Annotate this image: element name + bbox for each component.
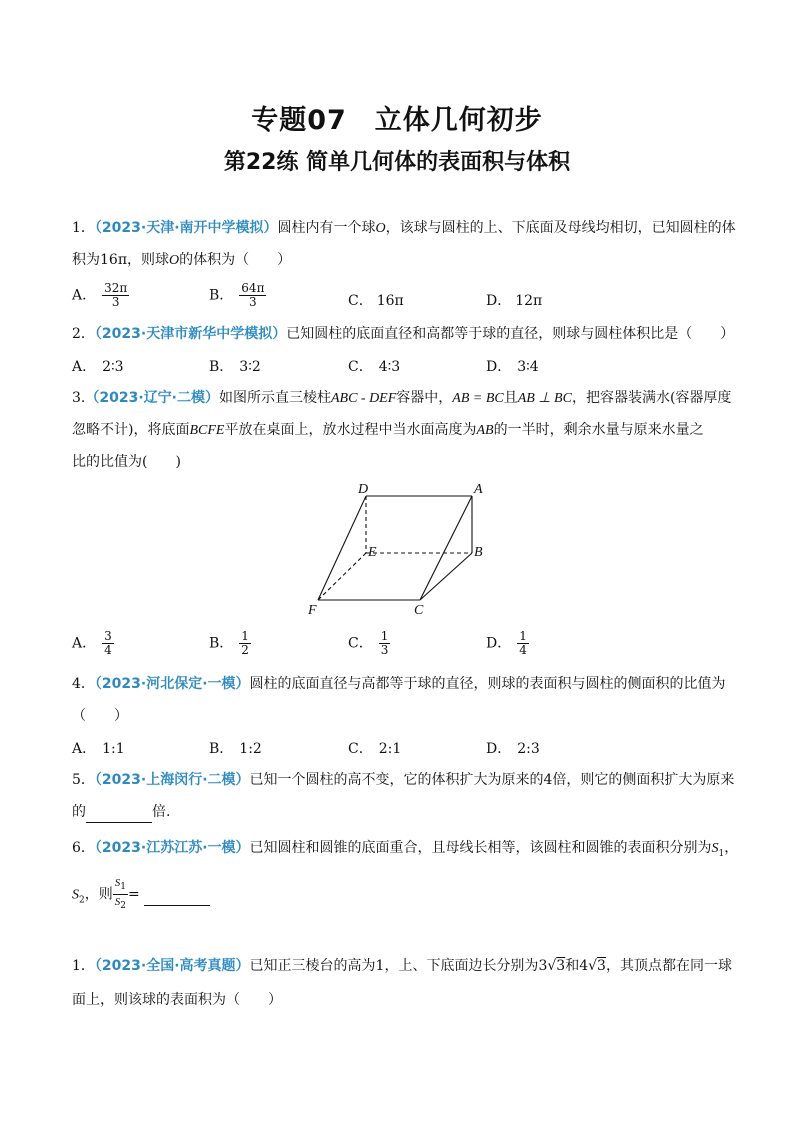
- q3-text-5: 忽略不计)，将底面: [72, 422, 190, 438]
- q1-volume: 16π: [100, 252, 128, 268]
- q4-line1: [72, 674, 726, 694]
- option-label: D．: [486, 741, 512, 757]
- fraction: [102, 282, 129, 309]
- fraction: [239, 282, 266, 309]
- q7-text-3: 面上，则该球的表面积为（ ）: [72, 992, 282, 1008]
- sqrt-symbol: √: [588, 958, 598, 974]
- q4-line2: [72, 706, 128, 726]
- q7-coef-1: 3: [538, 958, 548, 974]
- q6-text: 已知圆柱和圆锥的底面重合，且母线长相等，该圆柱和圆锥的表面积分别为: [249, 840, 712, 856]
- q7-radicand-2: 3: [597, 958, 606, 974]
- option-value: 2:1: [378, 741, 402, 757]
- q6-answer-blank[interactable]: [144, 885, 210, 906]
- q4-paren: （ ）: [72, 708, 128, 724]
- option-label: A．: [72, 741, 97, 757]
- q5-number: 5．: [72, 772, 95, 788]
- q3-option-b: [209, 630, 251, 657]
- q6-text-2: ，则: [84, 886, 113, 903]
- option-label: C．: [348, 293, 373, 309]
- q2-text: 已知圆柱的底面直径和高都等于球的直径，则球与圆柱体积比是（ ）: [286, 326, 735, 342]
- option-label: B．: [209, 741, 234, 757]
- option-value: 1:2: [239, 741, 262, 757]
- denominator: 3: [380, 643, 389, 657]
- edge-df: [318, 496, 366, 600]
- q5-answer-blank[interactable]: [86, 802, 152, 823]
- q1-var-o: O: [375, 221, 386, 236]
- fraction: [102, 630, 114, 657]
- s-symbol: S: [114, 896, 121, 909]
- option-label: D．: [486, 359, 512, 375]
- q1-text-4: ，则球: [127, 252, 170, 268]
- q3-text-8: 比的比值为( ): [72, 454, 181, 470]
- page-title: 专题07 立体几何初步: [251, 105, 543, 136]
- q1-source: （2023·天津·南开中学模拟）: [94, 220, 278, 236]
- denominator: 3: [111, 295, 120, 309]
- q6-s2-sub: 2: [79, 895, 85, 906]
- q6-s2: S: [72, 887, 79, 903]
- page-subtitle: 第22练 简单几何体的表面积与体积: [223, 150, 571, 175]
- q3-text-3: 且: [503, 390, 518, 406]
- q2-source: （2023·天津市新华中学模拟）: [94, 326, 287, 342]
- q3-line2: [72, 420, 704, 441]
- option-value: 12π: [515, 293, 543, 309]
- s-symbol: S: [114, 877, 121, 889]
- label-d: D: [358, 482, 369, 497]
- option-label: D．: [486, 293, 512, 309]
- q5-text: 已知一个圆柱的高不变，它的体积扩大为原来的4倍，则它的侧面积扩大为原来: [249, 772, 735, 788]
- prism-figure: [300, 478, 500, 620]
- q6-equals: =: [127, 886, 140, 903]
- q2-option-d: [486, 356, 539, 376]
- q5-line1: [72, 770, 734, 790]
- edge-ac: [420, 496, 472, 600]
- q7-line2: [72, 990, 282, 1010]
- q3-line3: [72, 452, 181, 472]
- q1-line1: [72, 218, 736, 239]
- q7-line1: [72, 956, 732, 976]
- numerator: 64π: [241, 281, 265, 295]
- option-label: C．: [348, 359, 373, 375]
- q1-text-2: ，该球与圆柱的上、下底面及母线均相切，已知圆柱的体: [385, 220, 736, 236]
- numerator: 32π: [104, 281, 128, 295]
- numerator: 3: [104, 629, 112, 643]
- q3-text-6: 平放在桌面上，放水过程中当水面高度为: [224, 422, 477, 438]
- q3-text-4: ，把容器装满水(容器厚度: [571, 390, 732, 406]
- denominator: 4: [104, 643, 112, 657]
- q3-prism: ABC - DEF: [330, 391, 397, 406]
- q3-text-2: 容器中，: [396, 390, 453, 406]
- option-label: A．: [72, 359, 97, 375]
- q4-option-c: [348, 738, 401, 758]
- q1-line2: [72, 250, 291, 271]
- q3-text-7: 的一半时，剩余水量与原来水量之: [493, 422, 704, 438]
- label-b: B: [474, 545, 483, 560]
- option-label: B．: [209, 287, 234, 304]
- option-label: B．: [209, 359, 234, 375]
- q6-s1-sub: 1: [718, 848, 725, 859]
- q2-option-b: [209, 356, 261, 376]
- q4-number: 4．: [72, 676, 95, 692]
- q3-eq2: AB ⊥ BC: [517, 391, 572, 406]
- q1-option-c: [348, 290, 404, 310]
- q6-line2: [72, 876, 210, 913]
- q3-eq1: AB = BC: [452, 391, 504, 406]
- option-value: 4∶3: [378, 359, 401, 375]
- q6-number: 6．: [72, 840, 95, 856]
- q3-option-a: [72, 630, 114, 657]
- q5-text-3: 倍.: [152, 804, 171, 820]
- q3-ab: AB: [476, 423, 494, 438]
- option-value: 2∶3: [102, 359, 124, 375]
- fraction: [239, 630, 251, 657]
- q7-and: 和: [565, 958, 580, 974]
- fraction: [517, 630, 529, 657]
- edge-cb: [420, 553, 472, 600]
- option-label: C．: [348, 741, 373, 757]
- option-value: 16π: [376, 293, 404, 309]
- subscript: 1: [120, 882, 126, 893]
- q2-line1: [72, 324, 734, 344]
- q3-face: BCFE: [189, 423, 225, 438]
- q2-option-a: [72, 356, 124, 376]
- q6-ratio-fraction: [113, 876, 128, 913]
- q3-source: （2023·辽宁·二模）: [85, 390, 219, 406]
- subscript: 2: [120, 901, 126, 912]
- q1-option-b: [209, 282, 266, 309]
- denominator: [113, 895, 128, 913]
- denominator: 4: [519, 643, 527, 657]
- numerator: 1: [380, 629, 389, 643]
- q7-coef-2: 4: [579, 958, 589, 974]
- label-a: A: [474, 482, 483, 497]
- edge-ef-hidden: [318, 553, 366, 600]
- option-label: A．: [72, 635, 97, 652]
- option-value: 3∶4: [517, 359, 539, 375]
- q1-text-3: 积为: [72, 252, 100, 268]
- option-label: C．: [348, 635, 373, 652]
- q1-option-d: [486, 290, 542, 310]
- option-label: A．: [72, 287, 97, 304]
- q3-number: 3.: [72, 390, 86, 406]
- q6-line1: [72, 838, 738, 864]
- q3-line1: [72, 388, 731, 409]
- q7-text-2: ，其顶点都在同一球: [605, 958, 732, 974]
- option-value: 2:3: [517, 741, 540, 757]
- label-f: F: [308, 603, 317, 618]
- option-label: B．: [209, 635, 234, 652]
- q5-source: （2023·上海闵行·二模）: [94, 772, 250, 788]
- numerator: 1: [519, 629, 527, 643]
- q3-option-c: [348, 630, 390, 657]
- q4-source: （2023·河北保定·一模）: [94, 676, 250, 692]
- denominator: 2: [241, 643, 249, 657]
- q5-text-2: 的: [72, 804, 86, 820]
- q4-option-b: [209, 738, 262, 758]
- q1-var-o-2: O: [169, 253, 180, 268]
- q5-line2: [72, 802, 170, 823]
- q3-text: 如图所示直三棱柱: [218, 390, 331, 406]
- q7-number: 1．: [72, 958, 95, 974]
- q6-comma: ，: [724, 840, 739, 856]
- q7-text: 已知正三棱台的高为1，上、下底面边长分别为: [249, 958, 539, 974]
- q7-source: （2023·全国·高考真题）: [94, 958, 250, 974]
- option-value: 3∶2: [239, 359, 261, 375]
- q1-text-5: 的体积为（ ）: [179, 252, 292, 268]
- q7-radicand-1: 3: [556, 958, 566, 974]
- fraction: [379, 630, 391, 657]
- q6-source: （2023·江苏江苏·一模）: [94, 840, 250, 856]
- q1-option-a: [72, 282, 129, 309]
- label-e: E: [368, 545, 377, 560]
- label-c: C: [414, 603, 424, 618]
- sqrt-symbol: √: [547, 958, 557, 974]
- numerator: [113, 876, 128, 895]
- q4-option-a: [72, 738, 125, 758]
- q3-option-d: [486, 630, 529, 657]
- numerator: 1: [241, 629, 249, 643]
- q4-option-d: [486, 738, 540, 758]
- q1-text: 圆柱内有一个球: [277, 220, 376, 236]
- q2-number: 2．: [72, 326, 95, 342]
- option-value: 1:1: [102, 741, 125, 757]
- q2-option-c: [348, 356, 400, 376]
- option-label: D．: [486, 635, 512, 652]
- q6-s1: S: [711, 841, 719, 856]
- q1-number: 1．: [72, 220, 95, 236]
- q4-text: 圆柱的底面直径与高都等于球的直径，则球的表面积与圆柱的侧面积的比值为: [249, 676, 726, 692]
- denominator: 3: [249, 295, 257, 309]
